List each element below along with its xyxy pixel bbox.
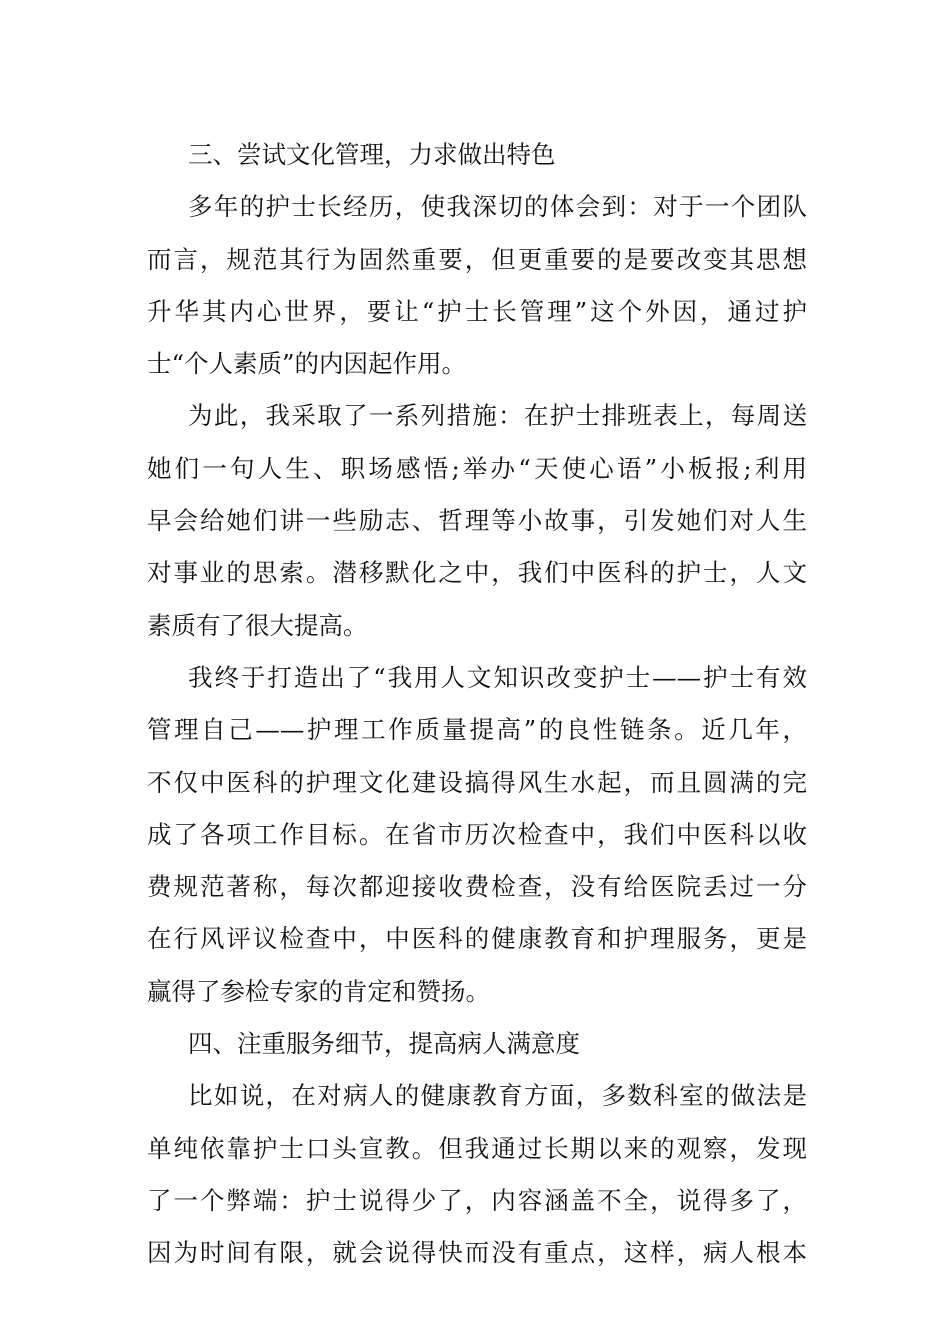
- text-line: 单纯依靠护士口头宣教。但我通过长期以来的观察，发现: [147, 1133, 807, 1163]
- text-line: 而言，规范其行为固然重要，但更重要的是要改变其思想: [147, 244, 807, 274]
- text-line: 了一个弊端：护士说得少了，内容涵盖不全，说得多了，: [147, 1185, 807, 1215]
- text-line: 费规范著称，每次都迎接收费检查，没有给医院丢过一分: [147, 872, 807, 902]
- text-line: 为此，我采取了一系列措施：在护士排班表上，每周送: [188, 401, 807, 431]
- text-line: 多年的护士长经历，使我深切的体会到：对于一个团队: [188, 192, 807, 222]
- text-line: 管理自己——护理工作质量提高”的良性链条。近几年，: [147, 715, 807, 745]
- text-line: 因为时间有限，就会说得快而没有重点，这样，病人根本: [147, 1238, 807, 1268]
- text-line: 早会给她们讲一些励志、哲理等小故事，引发她们对人生: [147, 506, 807, 536]
- text-line: 不仅中医科的护理文化建设搞得风生水起，而且圆满的完: [147, 767, 807, 797]
- text-line: 我终于打造出了“我用人文知识改变护士——护士有效: [188, 662, 807, 692]
- text-line: 她们一句人生、职场感悟;举办“天使心语”小板报;利用: [147, 453, 807, 483]
- text-line: 赢得了参检专家的肯定和赞扬。: [147, 976, 490, 1006]
- text-line: 成了各项工作目标。在省市历次检查中，我们中医科以收: [147, 819, 807, 849]
- text-line: 比如说，在对病人的健康教育方面，多数科室的做法是: [188, 1081, 807, 1111]
- text-line: 升华其内心世界，要让“护士长管理”这个外因，通过护: [147, 296, 807, 326]
- text-line: 士“个人素质”的内因起作用。: [147, 349, 467, 379]
- text-line: 在行风评议检查中，中医科的健康教育和护理服务，更是: [147, 924, 807, 954]
- text-line: 四、注重服务细节，提高病人满意度: [188, 1029, 580, 1059]
- text-line: 素质有了很大提高。: [147, 610, 368, 640]
- document-body: [147, 129, 807, 1280]
- text-line: 三、尝试文化管理，力求做出特色: [188, 140, 556, 169]
- text-line: 对事业的思索。潜移默化之中，我们中医科的护士，人文: [147, 558, 807, 588]
